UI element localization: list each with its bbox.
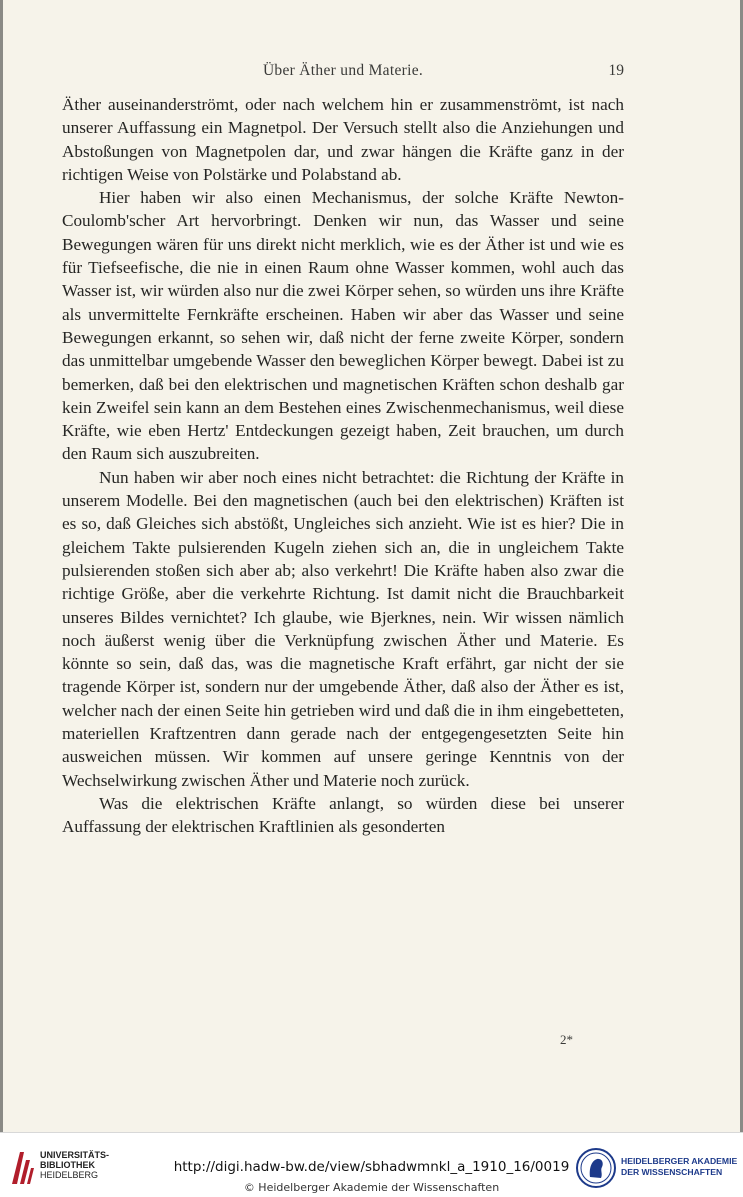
permalink-url[interactable]: http://digi.hadw-bw.de/view/sbhadwmnkl_a_1910_16/0019 bbox=[173, 1159, 570, 1175]
hadw-seal-icon bbox=[575, 1147, 617, 1189]
paragraph: Äther auseinanderströmt, oder nach welchem hin er zusammenströmt, ist nach unserer Auffassung ein Magnetpol. Der Versuch stellt also die Anziehungen und Abstoßungen von Magnetpolen dar, und zwar hängen die Kräfte ganz in der richtigen Weise von Polstärke und Polabstand ab. bbox=[62, 95, 624, 184]
hadw-logo[interactable] bbox=[575, 1147, 740, 1191]
paragraph: Hier haben wir also einen Mechanismus, der solche Kräfte Newton-Coulomb'scher Art hervorbringt. Denken wir nun, das Wasser und seine Bewegungen wären für uns direkt nicht merklich, wie es der Äther ist und wie es für Tiefseefische, die nie in einen Raum ohne Wasser kommen, wohl auch das Wasser ist, wir würden also nur die zwei Körper sehen, so würden uns ihre Kräfte als unvermittelte Fernkräfte erscheinen. Haben wir aber das Wasser und seine Bewegungen erkannt, so sehen wir, daß nicht der ferne zweite Körper, sondern das unmittelbar umgebende Wasser den beweglichen Körper bewegt. Dabei ist zu bemerken, daß bei den elektrischen und magnetischen Kräften schon deshalb gar kein Zweifel sein kann an dem Bestehen eines Zwischenmechanismus, weil diese Kräfte, wie eben Hertz' Entdeckungen gezeigt haben, Zeit brauchen, um durch den Raum sich auszubreiten. bbox=[62, 188, 624, 464]
page-number: 19 bbox=[608, 62, 624, 79]
running-head bbox=[62, 62, 624, 84]
paragraph: Was die elektrischen Kräfte anlangt, so würden diese bei unserer Auffassung der elektrischen Kraftlinien als gesonderten bbox=[62, 793, 624, 837]
ub-logo-text: UNIVERSITÄTS- BIBLIOTHEK HEIDELBERG bbox=[40, 1150, 110, 1180]
hadw-logo-text: HEIDELBERGER AKADEMIE DER WISSENSCHAFTEN bbox=[621, 1156, 738, 1177]
footer-bar bbox=[0, 1132, 743, 1197]
paragraph: Nun haben wir aber noch eines nicht betrachtet: die Richtung der Kräfte in unserem Modelle. Bei den magnetischen (auch bei den elektrischen) Kräften ist es so, daß Gleiches sich abstößt, Ungleiches sich anzieht. Wie ist es hier? Die in gleichem Takte pulsierenden Kugeln ziehen sich an, die in ungleichem Takte pulsierenden stoßen sich aber ab; also verkehrt! Die Kräfte haben also zwar die richtige Größe, aber die verkehrte Richtung. Ist damit nicht die Brauchbarkeit unseres Bildes vernichtet? Ich glaube, wie Bjerknes, nein. Wir wissen nämlich noch äußerst wenig über die Verknüpfung zwischen Äther und Materie. Es könnte so sein, daß das, was die magnetische Kraft erfährt, gar nicht der sie tragende Körper ist, sondern nur der umgebende Äther, daß also der Äther es ist, welcher nach der einen Seite hin getrieben wird und daß die in ihm eingebetteten, materiellen Kraftzentren dann gerade nach der entgegengesetzten Seite hin ausweichen müssen. Wir kommen auf unsere geringe Kenntnis von der Wechselwirkung zwischen Äther und Materie noch zurück. bbox=[62, 467, 624, 790]
body-text bbox=[62, 93, 624, 839]
page-edge-left bbox=[0, 0, 3, 1132]
copyright-notice: © Heidelberger Akademie der Wissenschaften bbox=[243, 1181, 500, 1194]
signature-mark: 2* bbox=[560, 1032, 573, 1047]
running-title: Über Äther und Materie. bbox=[262, 62, 424, 79]
